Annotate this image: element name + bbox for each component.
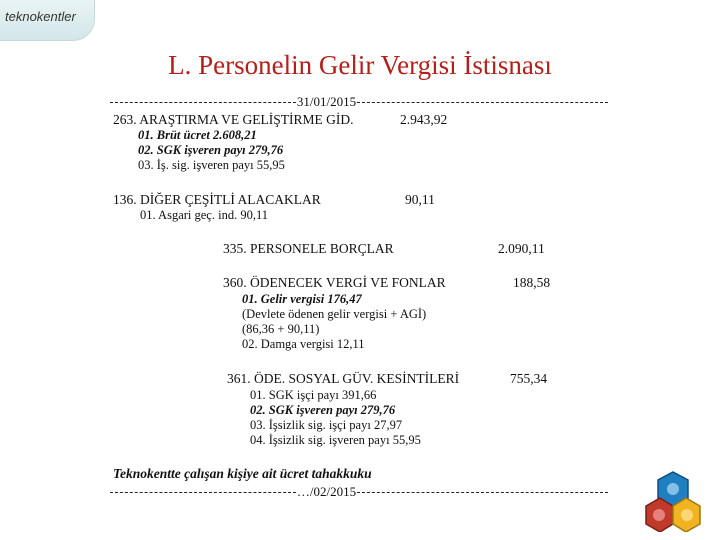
entry-bottom-separator xyxy=(110,485,608,499)
account-361-detail-2: 02. SGK işveren payı 279,76 xyxy=(250,403,396,417)
entry-description: Teknokentte çalışan kişiye ait ücret tahakkuku xyxy=(113,466,372,481)
brand-label: teknokentler xyxy=(5,9,76,24)
account-263-detail-1: 01. Brüt ücret 2.608,21 xyxy=(138,128,257,142)
account-360-name: 360. ÖDENECEK VERGİ VE FONLAR xyxy=(223,275,446,290)
dash-line xyxy=(110,102,296,103)
account-360-detail-2: (Devlete ödenen gelir vergisi + AGİ) xyxy=(242,307,427,321)
account-360-amount: 188,58 xyxy=(513,275,551,290)
header-tab xyxy=(0,0,95,41)
account-136-detail-1: 01. Asgari geç. ind. 90,11 xyxy=(140,208,268,222)
account-335-amount: 2.090,11 xyxy=(498,241,545,256)
teknokent-logo-icon xyxy=(640,470,706,532)
account-263-detail-2: 02. SGK işveren payı 279,76 xyxy=(138,143,284,157)
dash-line xyxy=(357,102,608,103)
account-360-detail-1: 01. Gelir vergisi 176,47 xyxy=(242,292,362,306)
entry-top-separator xyxy=(110,95,608,109)
dash-line xyxy=(357,492,608,493)
account-361-detail-3: 03. İşsizlik sig. işçi payı 27,97 xyxy=(250,418,403,432)
account-361-name: 361. ÖDE. SOSYAL GÜV. KESİNTİLERİ xyxy=(227,371,460,386)
entry-bottom-date: …/02/2015 xyxy=(296,484,357,499)
account-360-detail-4: 02. Damga vergisi 12,11 xyxy=(242,337,365,351)
account-136-name: 136. DİĞER ÇEŞİTLİ ALACAKLAR xyxy=(113,192,321,207)
account-263-name: 263. ARAŞTIRMA VE GELİŞTİRME GİD. xyxy=(113,112,354,127)
dash-line xyxy=(110,492,296,493)
account-361-detail-1: 01. SGK işçi payı 391,66 xyxy=(250,388,377,402)
entry-top-date: 31/01/2015 xyxy=(296,94,357,109)
account-335-name: 335. PERSONELE BORÇLAR xyxy=(223,241,394,256)
account-136-amount: 90,11 xyxy=(405,192,435,207)
account-360-detail-3: (86,36 + 90,11) xyxy=(242,322,320,336)
account-263-amount: 2.943,92 xyxy=(400,112,448,127)
account-361-detail-4: 04. İşsizlik sig. işveren payı 55,95 xyxy=(250,433,421,447)
slide-title: L. Personelin Gelir Vergisi İstisnası xyxy=(168,50,552,80)
account-361-amount: 755,34 xyxy=(510,371,548,386)
account-263-detail-3: 03. İş. sig. işveren payı 55,95 xyxy=(138,158,285,172)
